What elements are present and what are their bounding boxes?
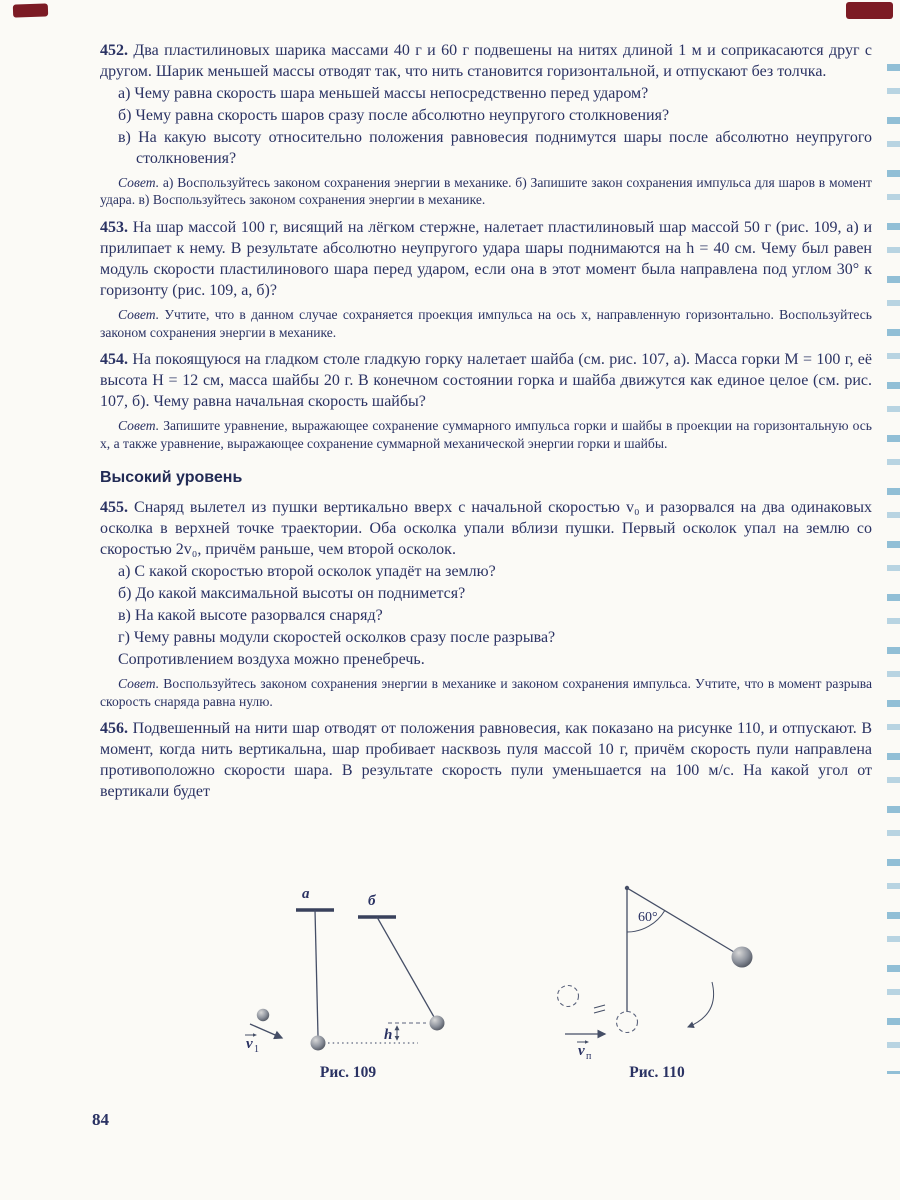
angle-label: 60° — [638, 910, 658, 925]
problem-number: 452. — [100, 42, 128, 59]
problem-note: Сопротивлением воздуха можно пренебречь. — [118, 651, 425, 669]
incoming-ball — [257, 1009, 269, 1021]
hint-text: а) Воспользуйтесь законом сохранения энергии в механике. б) Запишите закон сохранения импульса для шаров в момент удара. в) Воспользуйтесь законом сохранения энергии в механике. — [100, 174, 872, 208]
problem-number: 456. — [100, 720, 128, 738]
problem-hint — [100, 675, 872, 710]
hint-text: Воспользуйтесь законом сохранения энергии в механике и законом сохранения импульса. Учтите, что в момент разрыва скорость снаряда равна нулю. — [100, 676, 872, 709]
problem-text: Снаряд вылетел из пушки вертикально вверх с начальной скоростью v₀ и разорвался на два одинаковых осколка в верхней точке траектории. Оба осколка упали вблизи пушки. Первый осколок упал на землю со скоростью 2v₀, причём раньше, чем второй осколок. — [100, 499, 873, 559]
problem-text: На покоящуюся на гладком столе гладкую горку налетает шайба (см. рис. 107, а). Масса горки M = 100 г, её высота H = 12 см, масса шайбы 20 г. В конечном состоянии горка и шайба движутся как единое целое (см. рис. 107, б). Чему равна начальная скорость шайбы? — [100, 351, 873, 411]
problem-item-g: г) Чему равны модули скоростей осколков сразу после разрыва? — [118, 629, 556, 647]
hint-label: Совет. — [118, 174, 160, 190]
ball-b — [430, 1016, 445, 1031]
problem-hint — [100, 174, 872, 209]
problem-hint — [100, 417, 872, 452]
problem-item-v: в) На какую высоту относительно положения равновесия поднимутся шары после абсолютно неупругого столкновения? — [118, 128, 872, 167]
fig109-caption: Рис. 109 — [319, 1064, 377, 1081]
problem-text: На шар массой 100 г, висящий на лёгком стержне, налетает пластилиновый шар массой 50 г (рис. 109, а) и прилипает к нему. В результате абсолютно неупругого удара шары поднимаются на h = 40 см. Чему был равен модуль скорости пластилинового шара перед ударом, если она в этот момент была направлена под углом 30° к горизонту (рис. 109, а, б)? — [100, 219, 873, 299]
scan-artifact-top-left — [13, 3, 48, 17]
fig109-label-b: б — [368, 893, 376, 909]
mark-line-1 — [594, 1005, 605, 1008]
fig110-caption: Рис. 110 — [629, 1064, 685, 1081]
deflected-ball — [732, 947, 753, 968]
ball-ghost-position-2 — [617, 1012, 638, 1033]
problem-statement — [100, 41, 872, 83]
scan-artifact-top-right — [846, 2, 893, 19]
problem-hint — [100, 306, 872, 341]
section-heading-high-level: Высокий уровень — [100, 469, 243, 487]
problem-number: 454. — [100, 351, 128, 369]
ball-ghost-position-1 — [558, 986, 579, 1007]
problem-number: 453. — [100, 219, 128, 237]
problem-number: 455. — [100, 499, 128, 517]
v-subscript: 1 — [254, 1044, 259, 1055]
hint-label: Совет. — [118, 418, 160, 434]
figure-109 — [245, 886, 445, 1081]
figure-110 — [558, 886, 753, 1081]
v-symbol: v — [578, 1043, 585, 1059]
problem-453 — [100, 218, 872, 341]
vector-bar-tip — [585, 1040, 589, 1043]
problem-statement — [100, 218, 872, 302]
problem-text: Два пластилиновых шарика массами 40 г и 60 г подвешены на нитях длиной 1 м и соприкасаются друг с другом. Шарик меньшей массы отводят так, что нить становится горизонтальной, и отпускают без толчка. — [100, 42, 872, 80]
hint-text: Запишите уравнение, выражающее сохранение суммарного импульса горки и шайбы в проекции на горизонтальную ось x, а также уравнение, выражающее сохранение суммарной механической энергии горки и шайбы. — [100, 418, 872, 451]
problem-text: Подвешенный на нити шар отводят от положения равновесия, как показано на рисунке 110, и отпускают. В момент, когда нить вертикальна, шар пробивает насквозь пуля массой 10 г, причём скорость пули направлена противоположно скорости шара. В результате скорость пули уменьшается на 100 м/с. На какой угол от вертикали будет — [100, 720, 872, 801]
problem-456 — [100, 719, 872, 803]
problem-item-b: б) Чему равна скорость шаров сразу после абсолютно неупругого столкновения? — [118, 106, 670, 124]
problem-454 — [100, 350, 872, 452]
problem-452 — [100, 41, 872, 209]
adjacent-page-edge — [887, 64, 900, 1074]
rod-b — [377, 917, 434, 1017]
hint-text: Учтите, что в данном случае сохраняется проекция импульса на ось x, направленную горизонтально. Воспользуйтесь законом сохранения энергии в механике. — [100, 306, 872, 340]
v-symbol: v — [246, 1036, 253, 1052]
page-number: 84 — [92, 1110, 109, 1129]
mark-line-2 — [594, 1010, 605, 1013]
bullet-velocity-label — [577, 1040, 592, 1062]
problem-item-v: в) На какой высоте разорвался снаряд? — [118, 607, 383, 625]
rod-a — [315, 910, 318, 1036]
problem-statement — [100, 498, 872, 561]
hint-label: Совет. — [118, 676, 160, 691]
vector-bar-tip — [253, 1033, 257, 1036]
equality-marks — [594, 1005, 605, 1013]
problem-item-a: а) С какой скоростью второй осколок упадёт на землю? — [118, 563, 496, 581]
ball-a — [311, 1036, 326, 1051]
problem-item-b: б) До какой максимальной высоты он поднимется? — [118, 585, 466, 603]
fig109-label-a: а — [302, 886, 310, 902]
problem-statement — [100, 719, 872, 803]
page-content — [100, 32, 872, 803]
velocity-label-v1 — [245, 1033, 259, 1055]
v-subscript: п — [586, 1051, 592, 1062]
hint-label: Совет. — [118, 306, 160, 322]
swing-direction-arrow — [688, 982, 714, 1027]
problem-item-a: а) Чему равна скорость шара меньшей массы непосредственно перед ударом? — [118, 84, 649, 102]
problem-455 — [100, 498, 872, 710]
problem-statement — [100, 350, 872, 413]
figures-area — [100, 874, 872, 1094]
height-label: h — [384, 1027, 393, 1043]
